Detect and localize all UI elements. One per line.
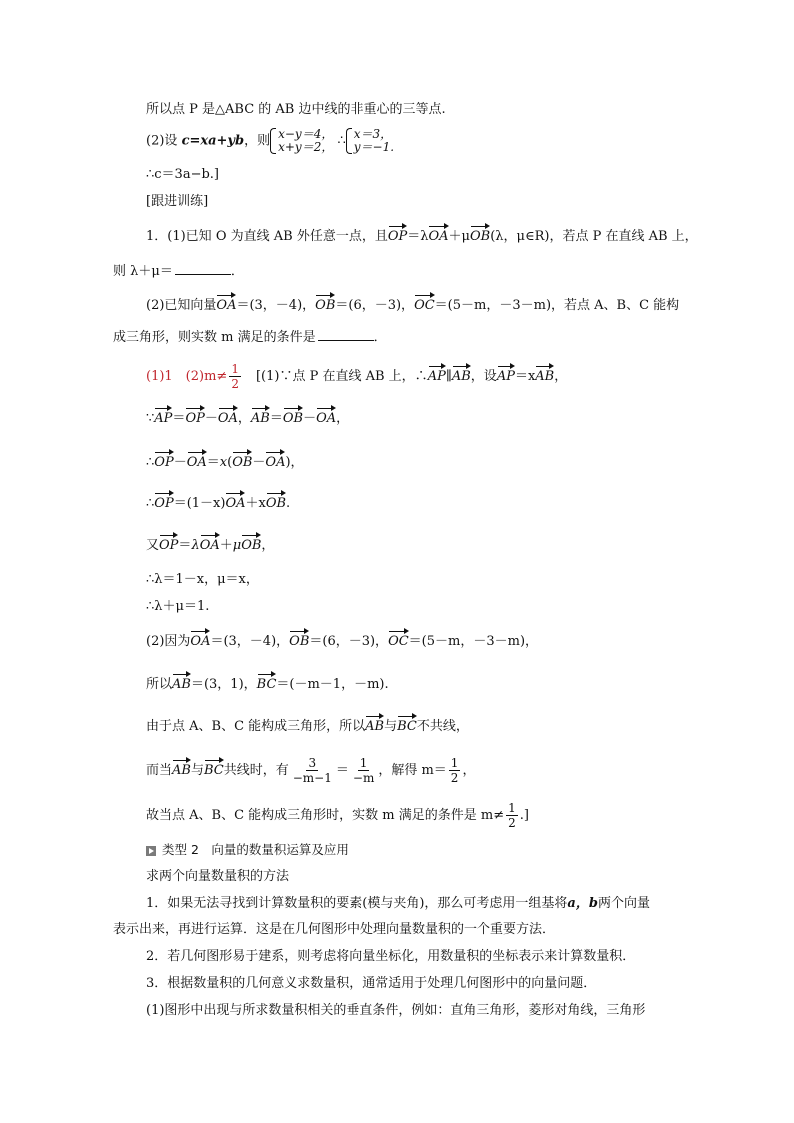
text: (2)设 — [146, 133, 182, 149]
solution-line: (2)因为OA＝(3，－4)，OB＝(6，－3)，OC＝(5－m，－3－m)， — [146, 634, 539, 649]
solution-line: ∴OP－OA＝x(OB－OA)， — [146, 455, 304, 470]
answer-blank — [175, 262, 231, 275]
equation: c=xa+yb — [181, 133, 245, 149]
text-line: 所以点 P 是△ABC 的 AB 边中线的非重心的三等点. — [146, 102, 446, 117]
question-2-line-1: (2)已知向量OA＝(3，－4)，OB＝(6，－3)，OC＝(5－m，－3－m)，若点 A、B、C 能构 — [146, 298, 680, 313]
equation-system: x＝3， y＝−1. — [346, 128, 394, 154]
question-1-line-1: 1．(1)已知 O 为直线 AB 外任意一点，且OP＝λOA＋μOB(λ，μ∈R)，若点 P 在直线 AB 上， — [146, 229, 698, 244]
solution-line: ∴OP＝(1－x)OA＋xOB. — [146, 496, 291, 511]
therefore-symbol: ∴ — [337, 133, 346, 149]
solution-line: 所以AB＝(3，1)，BC＝(－m－1，－m). — [146, 677, 389, 692]
answer-blank — [318, 328, 374, 341]
method-item-1-line-1: 1．如果无法寻找到计算数量积的要素(模与夹角)，那么可考虑用一组基将a，b两个向量 — [146, 896, 650, 911]
method-item-3: 3．根据数量积的几何意义求数量积，通常适用于处理几何图形中的向量问题． — [146, 976, 597, 991]
play-triangle-icon — [146, 846, 156, 856]
method-item-3-sub-1: (1)图形中出现与所求数量积相关的垂直条件，例如：直角三角形，菱形对角线，三角形 — [146, 1003, 646, 1018]
question-2-line-2: 成三角形，则实数 m 满足的条件是 ． — [113, 330, 387, 345]
solution-line: 又OP＝λOA＋μOB， — [146, 538, 275, 553]
equation-system: x−y＝4， x+y＝2， — [270, 128, 333, 154]
follow-up-label: [跟进训练] — [146, 194, 209, 209]
text: ，则 — [244, 133, 271, 149]
text-line-system — [146, 128, 394, 154]
section-heading-type-2: 类型 2 向量的数量积运算及应用 — [146, 841, 349, 860]
method-item-1-line-2: 表示出来，再进行运算．这是在几何图形中处理向量数量积的一个重要方法． — [113, 922, 556, 937]
method-title: 求两个向量数量积的方法 — [146, 869, 290, 884]
solution-line: ∴λ＋μ＝1. — [146, 599, 210, 614]
solution-line-fractions: 而当AB与BC共线时，有 $\frac{3}{-m-1}$ ＝ $\frac{1}{-m}$ ，解得 m＝ $\frac{1}{2}$ ， — [146, 756, 476, 785]
solution-line: 由于点 A、B、C 能构成三角形，所以AB与BC不共线， — [146, 719, 469, 734]
method-item-2: 2．若几何图形易于建系，则考虑将向量坐标化，用数量积的坐标表示来计算数量积． — [146, 949, 636, 964]
solution-line-fraction: 故当点 A、B、C 能构成三角形时，实数 m 满足的条件是 m≠ $\frac{1}{2}$ .] — [146, 801, 529, 830]
question-1-line-2: 则 λ＋μ＝ ． — [113, 264, 244, 279]
solution-line: ∴λ＝1－x，μ＝x， — [146, 572, 259, 587]
answer-line: (1)1 (2)m≠ $\frac{1}{2}$ [(1)∵点 P 在直线 AB 上，∴AP∥AB，设AP＝xAB， — [146, 362, 568, 391]
solution-line: ∵AP＝OP－OA，AB＝OB－OA， — [146, 411, 350, 426]
text-line: ∴c＝3a−b.] — [146, 167, 219, 182]
